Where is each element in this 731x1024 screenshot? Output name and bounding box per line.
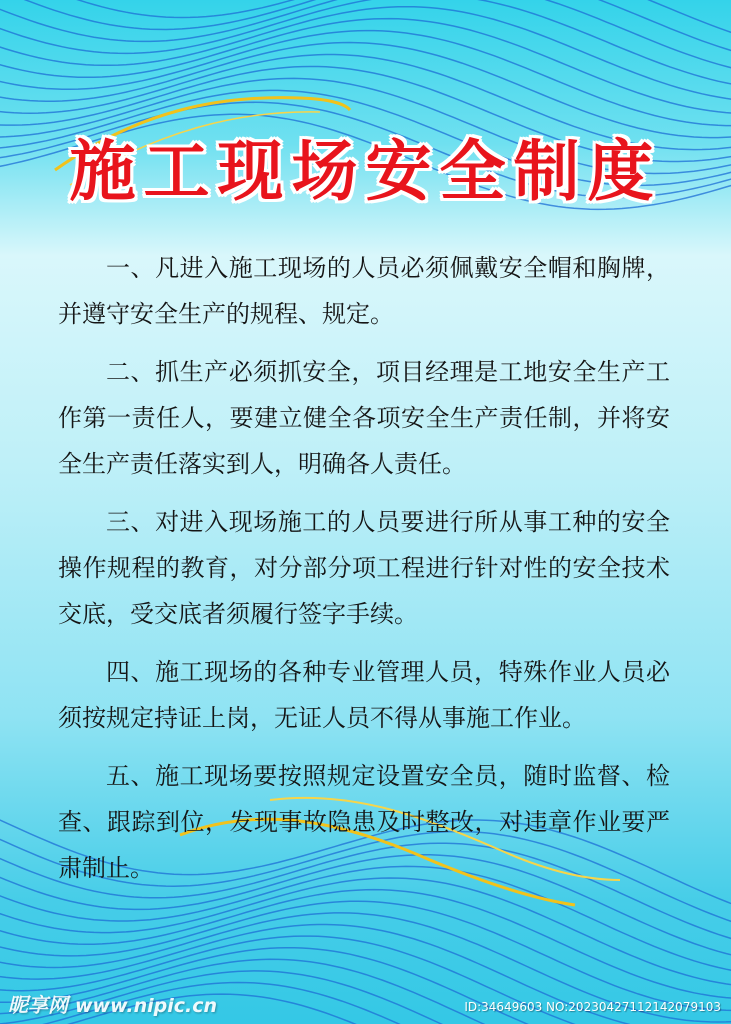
rule-paragraph-3: 三、对进入现场施工的人员要进行所从事工种的安全操作规程的教育，对分部分项工程进行针对性的安全技术交底，受交底者须履行签字手续。 [58, 508, 670, 628]
watermark-logo [8, 989, 217, 1018]
rules-content [58, 245, 670, 903]
watermark-logo-text: 昵享网 [8, 993, 68, 1017]
page-title: 施工现场安全制度 [69, 133, 662, 210]
watermark-id: ID:34649603 NO:20230427112142079103 [464, 1000, 721, 1014]
wave-line [0, 0, 731, 68]
watermark-site: www.nipic.cn [74, 995, 218, 1017]
rule-paragraph-1: 一、凡进入施工现场的人员必须佩戴安全帽和胸牌，并遵守安全生产的规程、规定。 [58, 254, 670, 328]
rule-paragraph-2: 二、抓生产必须抓安全，项目经理是工地安全生产工作第一责任人，要建立健全各项安全生产责任制，并将安全生产责任落实到人，明确各人责任。 [58, 358, 670, 478]
rule-paragraph-5: 五、施工现场要按照规定设置安全员，随时监督、检查、跟踪到位，发现事故隐患及时整改，对违章作业要严肃制止。 [58, 762, 670, 882]
rule-paragraph-4: 四、施工现场的各种专业管理人员，特殊作业人员必须按规定持证上岗，无证人员不得从事施工作业。 [58, 658, 670, 732]
watermark-footer [0, 990, 731, 1024]
wave-line [0, 890, 731, 999]
